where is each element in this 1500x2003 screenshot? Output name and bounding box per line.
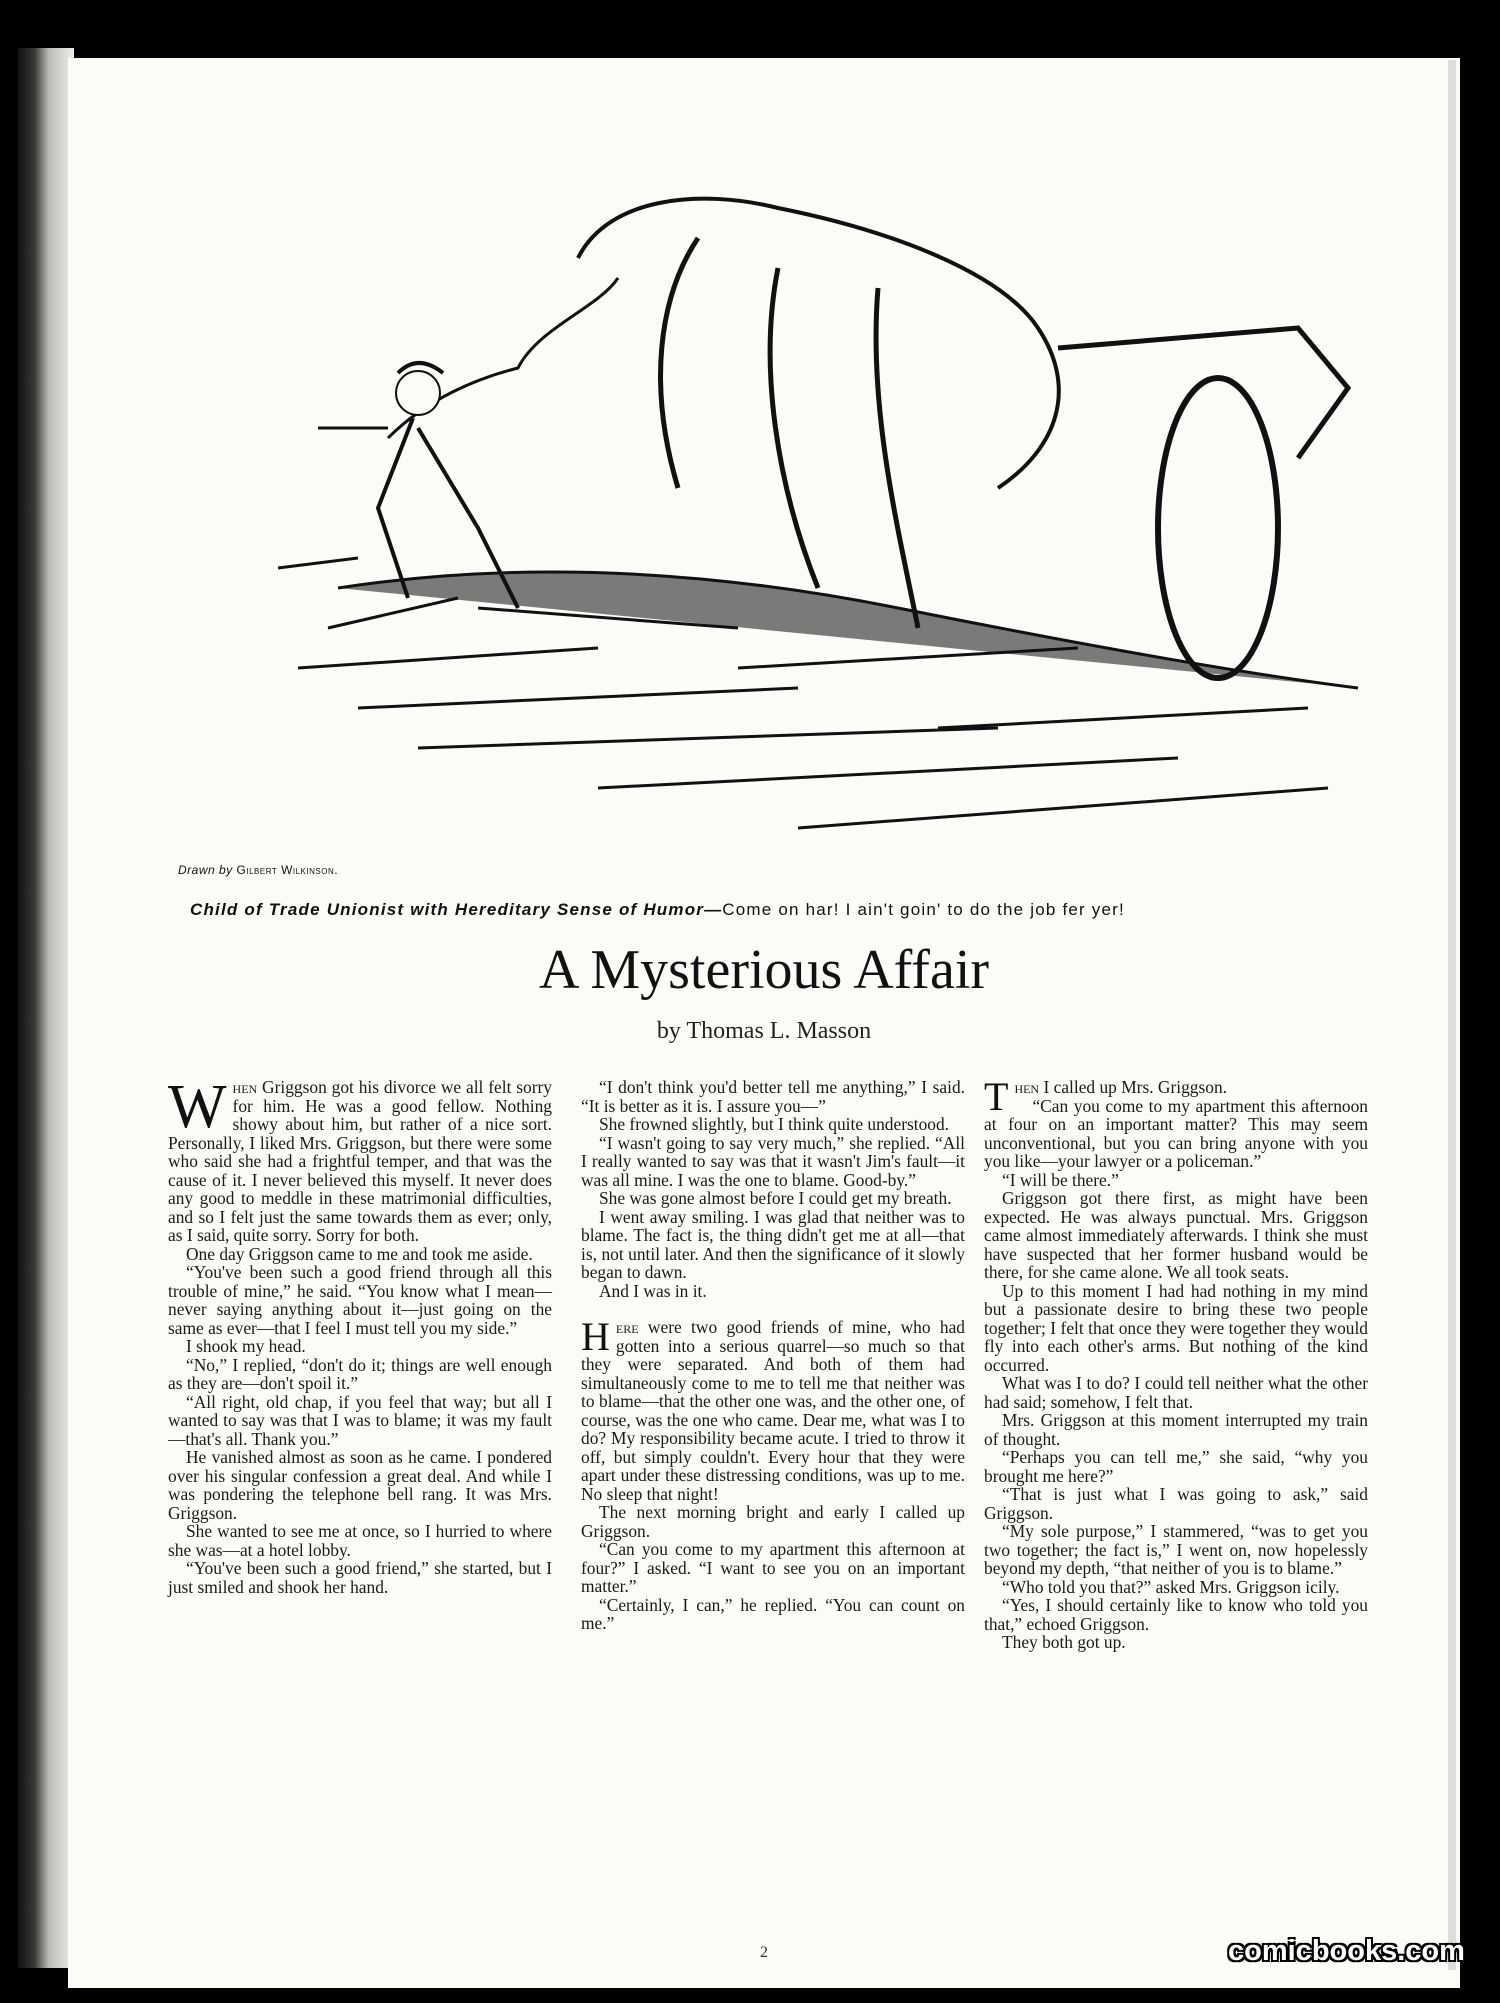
paragraph: “My sole purpose,” I stammered, “was to get you two together; the fact is,” I went on, now hopelessly beyond my depth, “that neither of you is to blame.”	[984, 1521, 1368, 1578]
paragraph: She frowned slightly, but I think quite understood.	[599, 1114, 950, 1134]
opening-paragraph: When Griggson got his divorce we all felt sorry for him. He was a good fellow. Nothing showy about him, but rather of a nice sort. Personally, I liked Mrs. Griggson, but there were some who said she had a frightful temper, and that was the cause of it. I never believed this myself. It never does any good to meddle in these matrimonial difficulties, and so I felt just the same towards them as ever; only, as I said, quite sorry. Sorry for both.	[168, 1073, 552, 1245]
paragraph: “Perhaps you can tell me,” she said, “why you brought me here?”	[984, 1447, 1368, 1486]
caption-text: Come on har! I ain't goin' to do the job fer yer!	[722, 900, 1125, 919]
paragraph: “Can you come to my apartment this afternoon at four?” I asked. “I want to see you on an important matter.”	[581, 1539, 965, 1596]
paragraph: “You've been such a good friend through all this trouble of mine,” he said. “You know what I mean—never saying anything about it—just going on the same as ever—that I feel I must tell you my side.”	[168, 1262, 552, 1338]
paragraph: He vanished almost as soon as he came. I pondered over his singular confession a great deal. And while I was pondering the telephone bell rang. It was Mrs. Griggson.	[168, 1447, 552, 1523]
paragraph: “I don't think you'd better tell me anything,” I said. “It is better as it is. I assure you—”	[581, 1077, 965, 1116]
paragraph: “You've been such a good friend,” she started, but I just smiled and shook her hand.	[168, 1558, 552, 1597]
drop-cap: W	[168, 1073, 227, 1141]
paragraph: “All right, old chap, if you feel that way; but all I wanted to say was that I was to blame; it was my fault—that's all. Thank you.”	[168, 1391, 552, 1449]
text-column-3	[984, 1074, 1368, 1652]
paragraph: What was I to do? I could tell neither what the other had said; somehow, I felt that.	[984, 1373, 1368, 1412]
paragraph: “I wasn't going to say very much,” she replied. “All I really wanted to say was that it wasn't Jim's fault—it was all mine. I was the one to blame. Good-by.”	[581, 1132, 965, 1190]
illustration-caption	[190, 900, 1430, 920]
credit-artist: Gilbert Wilkinson.	[236, 863, 339, 877]
section-paragraph: Here were two good friends of mine, who had gotten into a serious quarrel—so much so that they were separated. And both of them had simultaneously come to me to tell me that neither was to blame—that the other one was, and the other one, of course, was the one who came. Dear me, what was I to do? My responsibility became acute. I tried to throw it off, but simply couldn't. Every hour that they were apart under these distressing conditions, was up to me. No sleep that night!	[581, 1314, 965, 1504]
text-column-2	[581, 1078, 965, 1633]
paragraph: One day Griggson came to me and took me aside.	[186, 1243, 533, 1264]
paragraph: She wanted to see me at once, so I hurried to where she was—at a hotel lobby.	[168, 1521, 552, 1560]
text-column-1	[168, 1073, 552, 1597]
paragraph: “That is just what I was going to ask,” said Griggson.	[984, 1484, 1368, 1523]
paragraph: Mrs. Griggson at this moment interrupted my train of thought.	[984, 1410, 1368, 1449]
paragraph: I went away smiling. I was glad that neither was to blame. The fact is, the thing didn't get me at all—that is, not until later. And then the significance of it slowly began to dawn.	[581, 1206, 965, 1282]
credit-prefix: Drawn by	[178, 863, 233, 877]
article-title: A Mysterious Affair	[538, 939, 990, 1001]
paragraph: Up to this moment I had had nothing in my mind but a passionate desire to bring these two people together; I felt that once they were together they would fly into each other's arms. But nothing of the kind occurred.	[984, 1280, 1368, 1375]
paragraph: Griggson got there first, as might have been expected. He was always punctual. Mrs. Griggson came almost immediately afterwards. I think she must have suspected that her former husband would be there, for she came alone. We all took seats.	[984, 1188, 1368, 1282]
site-watermark: comicbooks.com	[1228, 1935, 1465, 1967]
page-number: 2	[760, 1944, 768, 1961]
drop-cap: H	[581, 1314, 610, 1359]
paragraph: “Certainly, I can,” he replied. “You can count on me.”	[581, 1594, 965, 1633]
paragraph: “No,” I replied, “don't do it; things are well enough as they are—don't spoil it.”	[168, 1354, 552, 1393]
illustration-credit	[178, 863, 338, 877]
paragraph: “Yes, I should certainly like to know who told you that,” echoed Griggson.	[984, 1595, 1368, 1634]
caption-italic: Child of Trade Unionist with Hereditary Sense of Humor—	[190, 900, 723, 919]
magazine-page	[68, 58, 1460, 1988]
pen-ink-illustration	[178, 128, 1418, 928]
paragraph: “Can you come to my apartment this afternoon at four on an important matter? This may seem unconventional, but you can bring anyone with you you like—your lawyer or a policeman.”	[984, 1095, 1368, 1171]
paragraph: “Who told you that?” asked Mrs. Griggson icily.	[1002, 1576, 1340, 1597]
paragraph: The next morning bright and early I called up Griggson.	[581, 1502, 965, 1541]
article-byline: by Thomas L. Masson	[656, 1018, 872, 1044]
drop-cap: T	[984, 1074, 1009, 1119]
page-edge	[1448, 60, 1456, 1970]
section-paragraph: Then I called up Mrs. Griggson.	[984, 1074, 1227, 1119]
paragraph: I shook my head.	[186, 1336, 306, 1356]
paragraph: She was gone almost before I could get my breath.	[599, 1188, 952, 1208]
paragraph: They both got up.	[1002, 1632, 1126, 1652]
book-binding	[18, 48, 74, 1968]
paragraph: And I was in it.	[599, 1280, 707, 1301]
paragraph: “I will be there.”	[1002, 1169, 1119, 1190]
